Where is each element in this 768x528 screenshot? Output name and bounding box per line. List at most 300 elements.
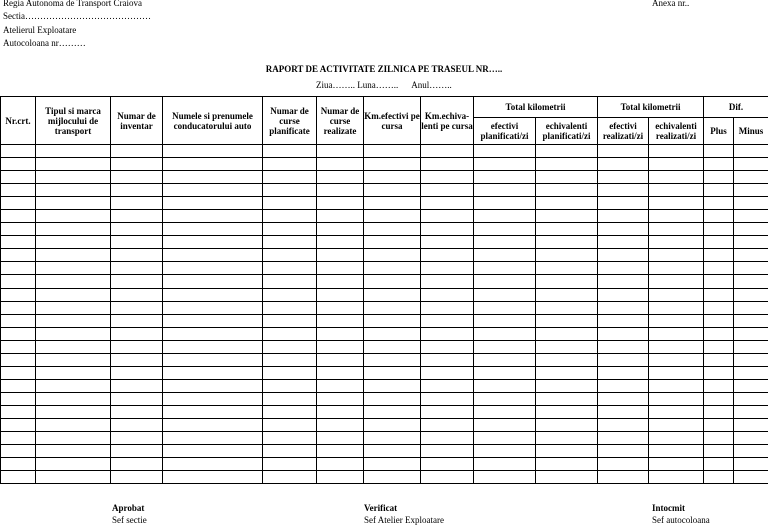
table-cell bbox=[474, 314, 536, 327]
table-row bbox=[1, 288, 768, 301]
table-cell bbox=[36, 445, 111, 458]
table-cell bbox=[598, 236, 649, 249]
table-cell bbox=[263, 171, 317, 184]
col-realized-trips: Numar de curse realizate bbox=[317, 97, 364, 145]
table-row bbox=[1, 184, 768, 197]
table-cell bbox=[1, 445, 36, 458]
report-title: RAPORT DE ACTIVITATE ZILNICA PE TRASEUL NR….. bbox=[265, 64, 503, 74]
table-cell bbox=[163, 418, 263, 431]
col-km-effective: Km.efectivi pe cursa bbox=[364, 97, 421, 145]
table-cell bbox=[734, 405, 768, 418]
table-cell bbox=[163, 210, 263, 223]
table-cell bbox=[263, 327, 317, 340]
table-row bbox=[1, 418, 768, 431]
table-cell bbox=[111, 418, 163, 431]
table-cell bbox=[421, 301, 474, 314]
table-cell bbox=[704, 340, 734, 353]
table-row bbox=[1, 275, 768, 288]
table-cell bbox=[111, 405, 163, 418]
col-planned-trips: Numar de curse planificate bbox=[263, 97, 317, 145]
table-cell bbox=[649, 288, 704, 301]
table-cell bbox=[704, 432, 734, 445]
table-cell bbox=[704, 158, 734, 171]
table-cell bbox=[317, 353, 364, 366]
table-cell bbox=[704, 314, 734, 327]
col-difference: Dif. bbox=[704, 97, 768, 118]
table-cell bbox=[734, 158, 768, 171]
table-cell bbox=[364, 288, 421, 301]
table-cell bbox=[317, 327, 364, 340]
col-total-km-realized: Total kilometrii bbox=[598, 97, 704, 118]
table-cell bbox=[474, 445, 536, 458]
table-cell bbox=[598, 458, 649, 471]
table-cell bbox=[317, 432, 364, 445]
table-cell bbox=[704, 379, 734, 392]
table-cell bbox=[649, 314, 704, 327]
table-cell bbox=[163, 197, 263, 210]
table-cell bbox=[364, 223, 421, 236]
table-cell bbox=[163, 458, 263, 471]
table-cell bbox=[704, 184, 734, 197]
table-cell bbox=[317, 145, 364, 158]
table-cell bbox=[474, 223, 536, 236]
table-cell bbox=[421, 236, 474, 249]
table-cell bbox=[734, 197, 768, 210]
table-cell bbox=[704, 197, 734, 210]
organization-name: Regia Autonoma de Transport Craiova bbox=[3, 0, 142, 8]
table-cell bbox=[421, 171, 474, 184]
drafted-role: Sef autocoloana bbox=[652, 515, 710, 525]
table-cell bbox=[598, 171, 649, 184]
table-cell bbox=[36, 262, 111, 275]
table-cell bbox=[163, 275, 263, 288]
table-cell bbox=[1, 314, 36, 327]
table-cell bbox=[1, 197, 36, 210]
table-cell bbox=[364, 392, 421, 405]
table-cell bbox=[111, 392, 163, 405]
table-cell bbox=[474, 197, 536, 210]
table-cell bbox=[36, 184, 111, 197]
table-cell bbox=[263, 262, 317, 275]
table-cell bbox=[36, 458, 111, 471]
table-cell bbox=[421, 471, 474, 484]
table-cell bbox=[263, 288, 317, 301]
table-cell bbox=[364, 249, 421, 262]
table-cell bbox=[598, 275, 649, 288]
table-cell bbox=[36, 288, 111, 301]
table-cell bbox=[1, 210, 36, 223]
table-cell bbox=[421, 379, 474, 392]
table-cell bbox=[474, 288, 536, 301]
table-cell bbox=[364, 327, 421, 340]
table-cell bbox=[364, 458, 421, 471]
table-cell bbox=[474, 379, 536, 392]
table-cell bbox=[734, 171, 768, 184]
table-cell bbox=[263, 379, 317, 392]
table-cell bbox=[421, 458, 474, 471]
table-cell bbox=[421, 158, 474, 171]
table-cell bbox=[1, 249, 36, 262]
table-cell bbox=[36, 158, 111, 171]
table-cell bbox=[163, 184, 263, 197]
table-cell bbox=[36, 366, 111, 379]
table-cell bbox=[536, 445, 598, 458]
table-cell bbox=[734, 223, 768, 236]
table-cell bbox=[317, 458, 364, 471]
table-cell bbox=[317, 471, 364, 484]
table-cell bbox=[734, 353, 768, 366]
table-cell bbox=[474, 418, 536, 431]
table-cell bbox=[474, 340, 536, 353]
table-cell bbox=[421, 405, 474, 418]
table-cell bbox=[649, 158, 704, 171]
table-cell bbox=[111, 353, 163, 366]
table-row bbox=[1, 236, 768, 249]
table-cell bbox=[263, 184, 317, 197]
table-cell bbox=[536, 223, 598, 236]
table-cell bbox=[263, 392, 317, 405]
col-inventory-number: Numar de inventar bbox=[111, 97, 163, 145]
table-cell bbox=[704, 353, 734, 366]
table-cell bbox=[734, 471, 768, 484]
table-cell bbox=[598, 471, 649, 484]
table-cell bbox=[317, 288, 364, 301]
table-cell bbox=[364, 340, 421, 353]
table-cell bbox=[704, 366, 734, 379]
table-cell bbox=[263, 366, 317, 379]
table-cell bbox=[263, 249, 317, 262]
table-cell bbox=[317, 314, 364, 327]
drafted-label: Intocmit bbox=[652, 503, 685, 513]
table-cell bbox=[421, 353, 474, 366]
table-cell bbox=[1, 275, 36, 288]
table-row bbox=[1, 145, 768, 158]
table-cell bbox=[598, 197, 649, 210]
table-cell bbox=[263, 353, 317, 366]
table-cell bbox=[649, 353, 704, 366]
table-cell bbox=[536, 262, 598, 275]
table-cell bbox=[704, 405, 734, 418]
table-cell bbox=[536, 145, 598, 158]
table-cell bbox=[421, 262, 474, 275]
table-cell bbox=[263, 223, 317, 236]
table-cell bbox=[1, 288, 36, 301]
table-row bbox=[1, 405, 768, 418]
table-cell bbox=[421, 288, 474, 301]
table-cell bbox=[474, 432, 536, 445]
table-cell bbox=[364, 471, 421, 484]
table-row bbox=[1, 392, 768, 405]
table-cell bbox=[598, 379, 649, 392]
table-cell bbox=[649, 184, 704, 197]
table-cell bbox=[536, 353, 598, 366]
table-cell bbox=[111, 158, 163, 171]
table-cell bbox=[421, 366, 474, 379]
table-cell bbox=[536, 210, 598, 223]
table-cell bbox=[163, 223, 263, 236]
table-cell bbox=[163, 249, 263, 262]
table-cell bbox=[536, 171, 598, 184]
table-cell bbox=[1, 262, 36, 275]
table-cell bbox=[734, 262, 768, 275]
table-cell bbox=[1, 392, 36, 405]
table-cell bbox=[704, 262, 734, 275]
workshop-line: Atelierul Exploatare bbox=[3, 25, 77, 35]
approved-role: Sef sectie bbox=[112, 515, 147, 525]
table-cell bbox=[649, 262, 704, 275]
table-cell bbox=[598, 288, 649, 301]
table-row bbox=[1, 197, 768, 210]
table-cell bbox=[163, 471, 263, 484]
activity-table bbox=[0, 96, 768, 484]
table-cell bbox=[598, 158, 649, 171]
subcol-plus: Plus bbox=[704, 118, 734, 145]
table-cell bbox=[474, 158, 536, 171]
verified-block bbox=[364, 502, 444, 526]
table-cell bbox=[36, 275, 111, 288]
table-cell bbox=[704, 301, 734, 314]
col-vehicle-type: Tipul si marca mijlocului de transport bbox=[36, 97, 111, 145]
table-cell bbox=[536, 184, 598, 197]
table-cell bbox=[1, 432, 36, 445]
table-cell bbox=[36, 432, 111, 445]
table-cell bbox=[263, 458, 317, 471]
table-cell bbox=[704, 171, 734, 184]
table-row bbox=[1, 353, 768, 366]
table-row bbox=[1, 301, 768, 314]
table-cell bbox=[536, 197, 598, 210]
table-cell bbox=[704, 458, 734, 471]
table-cell bbox=[1, 301, 36, 314]
table-cell bbox=[317, 392, 364, 405]
table-cell bbox=[317, 158, 364, 171]
table-cell bbox=[1, 158, 36, 171]
table-cell bbox=[704, 392, 734, 405]
table-cell bbox=[263, 275, 317, 288]
table-cell bbox=[36, 197, 111, 210]
table-cell bbox=[474, 327, 536, 340]
table-cell bbox=[111, 223, 163, 236]
table-cell bbox=[36, 314, 111, 327]
table-cell bbox=[649, 327, 704, 340]
table-cell bbox=[263, 340, 317, 353]
table-cell bbox=[734, 288, 768, 301]
table-cell bbox=[598, 392, 649, 405]
verified-label: Verificat bbox=[364, 503, 398, 513]
table-cell bbox=[317, 236, 364, 249]
table-cell bbox=[317, 379, 364, 392]
table-cell bbox=[163, 301, 263, 314]
table-cell bbox=[111, 197, 163, 210]
table-cell bbox=[111, 275, 163, 288]
table-cell bbox=[598, 405, 649, 418]
table-cell bbox=[111, 145, 163, 158]
table-row bbox=[1, 210, 768, 223]
table-cell bbox=[163, 236, 263, 249]
table-cell bbox=[1, 340, 36, 353]
column-line: Autocoloana nr……… bbox=[3, 38, 86, 48]
table-cell bbox=[421, 445, 474, 458]
table-cell bbox=[111, 171, 163, 184]
table-cell bbox=[734, 184, 768, 197]
table-cell bbox=[598, 184, 649, 197]
table-cell bbox=[364, 171, 421, 184]
table-cell bbox=[474, 262, 536, 275]
table-cell bbox=[1, 184, 36, 197]
date-line: Ziua…….. Luna…….. Anul…….. bbox=[316, 80, 452, 90]
table-cell bbox=[649, 445, 704, 458]
table-cell bbox=[734, 458, 768, 471]
table-cell bbox=[421, 197, 474, 210]
table-cell bbox=[536, 471, 598, 484]
table-cell bbox=[36, 223, 111, 236]
table-cell bbox=[734, 236, 768, 249]
table-body bbox=[1, 145, 768, 484]
table-cell bbox=[36, 340, 111, 353]
table-cell bbox=[598, 249, 649, 262]
table-cell bbox=[536, 249, 598, 262]
table-cell bbox=[421, 223, 474, 236]
table-cell bbox=[1, 145, 36, 158]
table-cell bbox=[163, 262, 263, 275]
table-cell bbox=[111, 314, 163, 327]
table-cell bbox=[317, 445, 364, 458]
table-cell bbox=[163, 445, 263, 458]
table-cell bbox=[163, 314, 263, 327]
table-cell bbox=[163, 158, 263, 171]
table-cell bbox=[734, 445, 768, 458]
table-cell bbox=[1, 458, 36, 471]
table-row bbox=[1, 327, 768, 340]
table-cell bbox=[1, 471, 36, 484]
table-cell bbox=[649, 418, 704, 431]
table-cell bbox=[36, 171, 111, 184]
subcol-equivalent-realized: echivalenti realizati/zi bbox=[649, 118, 704, 145]
table-cell bbox=[421, 432, 474, 445]
table-cell bbox=[704, 418, 734, 431]
table-cell bbox=[36, 418, 111, 431]
table-cell bbox=[536, 405, 598, 418]
table-cell bbox=[1, 236, 36, 249]
table-cell bbox=[649, 236, 704, 249]
table-cell bbox=[734, 340, 768, 353]
drafted-block bbox=[652, 502, 710, 526]
table-row bbox=[1, 314, 768, 327]
table-cell bbox=[163, 405, 263, 418]
table-cell bbox=[598, 145, 649, 158]
table-cell bbox=[36, 145, 111, 158]
table-cell bbox=[704, 445, 734, 458]
table-cell bbox=[364, 197, 421, 210]
table-cell bbox=[649, 366, 704, 379]
table-cell bbox=[734, 327, 768, 340]
table-cell bbox=[364, 314, 421, 327]
table-cell bbox=[474, 171, 536, 184]
table-cell bbox=[364, 418, 421, 431]
table-cell bbox=[163, 145, 263, 158]
table-cell bbox=[649, 249, 704, 262]
table-cell bbox=[317, 262, 364, 275]
col-km-equivalent: Km.echiva-lenti pe cursa bbox=[421, 97, 474, 145]
table-cell bbox=[649, 432, 704, 445]
table-cell bbox=[317, 171, 364, 184]
table-cell bbox=[536, 158, 598, 171]
table-cell bbox=[421, 418, 474, 431]
table-cell bbox=[421, 184, 474, 197]
table-cell bbox=[536, 458, 598, 471]
table-cell bbox=[474, 471, 536, 484]
table-cell bbox=[474, 301, 536, 314]
table-cell bbox=[649, 392, 704, 405]
table-cell bbox=[111, 249, 163, 262]
table-cell bbox=[111, 210, 163, 223]
table-cell bbox=[263, 314, 317, 327]
table-cell bbox=[1, 366, 36, 379]
table-row bbox=[1, 432, 768, 445]
verified-role: Sef Atelier Exploatare bbox=[364, 515, 444, 525]
table-cell bbox=[649, 458, 704, 471]
table-cell bbox=[263, 445, 317, 458]
subcol-effective-planned: efectivi planificati/zi bbox=[474, 118, 536, 145]
table-cell bbox=[317, 223, 364, 236]
table-cell bbox=[734, 275, 768, 288]
table-row bbox=[1, 366, 768, 379]
table-cell bbox=[111, 366, 163, 379]
table-cell bbox=[536, 314, 598, 327]
table-cell bbox=[421, 327, 474, 340]
table-cell bbox=[536, 392, 598, 405]
table-cell bbox=[649, 471, 704, 484]
table-row bbox=[1, 379, 768, 392]
table-cell bbox=[421, 314, 474, 327]
table-cell bbox=[163, 171, 263, 184]
table-cell bbox=[263, 158, 317, 171]
table-row bbox=[1, 458, 768, 471]
table-cell bbox=[163, 366, 263, 379]
subcol-minus: Minus bbox=[734, 118, 768, 145]
table-cell bbox=[421, 392, 474, 405]
table-cell bbox=[598, 445, 649, 458]
table-cell bbox=[734, 249, 768, 262]
table-row bbox=[1, 171, 768, 184]
approved-block bbox=[112, 502, 147, 526]
table-cell bbox=[598, 340, 649, 353]
table-cell bbox=[421, 275, 474, 288]
table-cell bbox=[536, 275, 598, 288]
table-cell bbox=[36, 301, 111, 314]
table-cell bbox=[704, 327, 734, 340]
table-cell bbox=[263, 210, 317, 223]
table-cell bbox=[536, 301, 598, 314]
table-cell bbox=[1, 379, 36, 392]
table-cell bbox=[364, 445, 421, 458]
table-cell bbox=[536, 366, 598, 379]
table-cell bbox=[734, 432, 768, 445]
table-cell bbox=[111, 458, 163, 471]
table-cell bbox=[474, 405, 536, 418]
table-cell bbox=[421, 249, 474, 262]
table-cell bbox=[111, 236, 163, 249]
table-cell bbox=[704, 210, 734, 223]
table-cell bbox=[649, 301, 704, 314]
table-cell bbox=[704, 275, 734, 288]
table-cell bbox=[36, 249, 111, 262]
table-cell bbox=[317, 340, 364, 353]
table-cell bbox=[1, 171, 36, 184]
table-cell bbox=[536, 340, 598, 353]
table-cell bbox=[111, 379, 163, 392]
table-cell bbox=[598, 314, 649, 327]
